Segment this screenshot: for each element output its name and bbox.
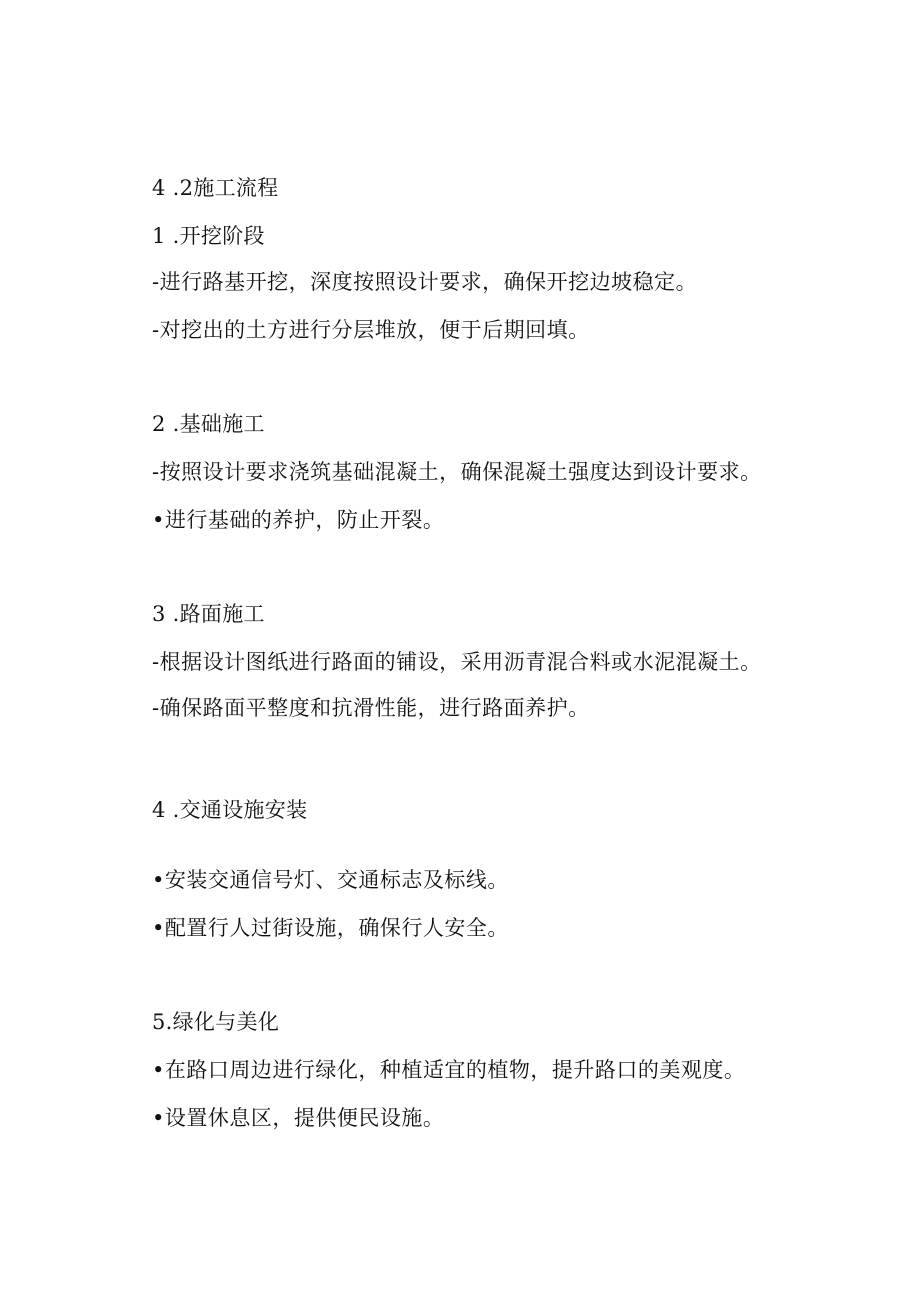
- step-heading-3: 3 .路面施工: [152, 602, 265, 626]
- section-title: 4 .2施工流程: [152, 176, 279, 200]
- step-2-item-2: •进行基础的养护，防止开裂。: [152, 508, 445, 532]
- step-heading-4: 4 .交通设施安装: [152, 798, 308, 822]
- step-heading-1: 1 .开挖阶段: [152, 224, 265, 248]
- step-1-item-2: -对挖出的土方进行分层堆放，便于后期回填。: [152, 318, 590, 342]
- step-2-item-1: -按照设计要求浇筑基础混凝土，确保混凝土强度达到设计要求。: [152, 460, 762, 484]
- step-3-item-2: -确保路面平整度和抗滑性能，进行路面养护。: [152, 696, 590, 720]
- step-3-item-1: -根据设计图纸进行路面的铺设，采用沥青混合料或水泥混凝土。: [152, 650, 762, 674]
- step-4-item-1: •安装交通信号灯、交通标志及标线。: [152, 868, 509, 892]
- step-5-item-1: •在路口周边进行绿化，种植适宜的植物，提升路口的美观度。: [152, 1058, 746, 1082]
- step-1-item-1: -进行路基开挖，深度按照设计要求，确保开挖边坡稳定。: [152, 270, 698, 294]
- step-5-item-2: •设置休息区，提供便民设施。: [152, 1106, 445, 1130]
- step-heading-2: 2 .基础施工: [152, 412, 265, 436]
- step-4-item-2: •配置行人过街设施，确保行人安全。: [152, 916, 509, 940]
- step-heading-5: 5.绿化与美化: [152, 1010, 280, 1034]
